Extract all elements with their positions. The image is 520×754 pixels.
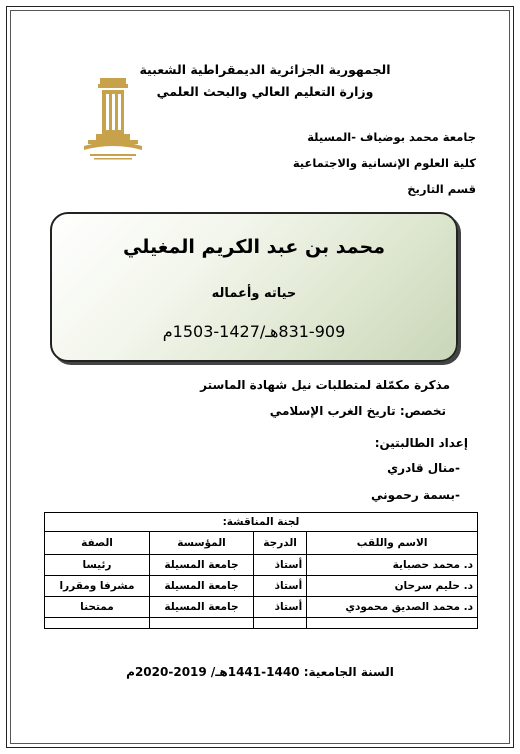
jury-member-institution: جامعة المسيلة [149,576,253,597]
student-name-2: -بسمة رحموني [371,488,460,502]
jury-member-role: ممتحنا [45,597,150,618]
title-box [50,212,458,362]
jury-member-name: د. حليم سرحان [307,576,478,597]
department-name: قسم التاريخ [407,182,476,196]
jury-caption: لجنة المناقشة: [45,513,478,532]
jury-member-role: مشرفا ومقررا [45,576,150,597]
jury-col-name: الاسم واللقب [307,532,478,555]
republic-header: الجمهورية الجزائرية الديمقراطية الشعبية [139,62,391,77]
jury-table [44,512,478,629]
jury-col-institution: المؤسسة [149,532,253,555]
students-label: إعداد الطالبتين: [374,436,468,450]
jury-member-institution: جامعة المسيلة [149,597,253,618]
table-row [45,597,478,618]
thesis-subtitle: حياته وأعماله [211,286,297,301]
table-row [45,576,478,597]
thesis-title: محمد بن عبد الكريم المغيلي [123,236,385,258]
university-name: جامعة محمد بوضياف -المسيلة [307,130,476,144]
memo-purpose: مذكرة مكمّلة لمتطلبات نيل شهادة الماستر [200,378,450,392]
table-row [45,618,478,629]
jury-member-rank: أستاذ [253,597,306,618]
jury-member-institution: جامعة المسيلة [149,555,253,576]
memo-specialty: تخصص: تاريخ الغرب الإسلامي [269,404,446,418]
jury-member-role: رئيسا [45,555,150,576]
university-logo-icon [78,72,148,162]
student-name-1: -منال قادري [387,461,460,475]
jury-member-rank: أستاذ [253,555,306,576]
thesis-dates: 831-909هـ/1427-1503م [162,322,346,341]
ministry-header: وزارة التعليم العالي والبحث العلمي [156,84,374,99]
faculty-name: كلية العلوم الإنسانية والاجتماعية [292,156,476,170]
jury-col-rank: الدرجة [253,532,306,555]
academic-year: السنة الجامعية: 1440-1441هـ/ 2019-2020م [126,665,394,679]
jury-member-name: د. محمد حصباية [307,555,478,576]
jury-member-name: د. محمد الصديق محمودي [307,597,478,618]
table-row [45,555,478,576]
jury-member-rank: أستاذ [253,576,306,597]
jury-col-role: الصفة [45,532,150,555]
